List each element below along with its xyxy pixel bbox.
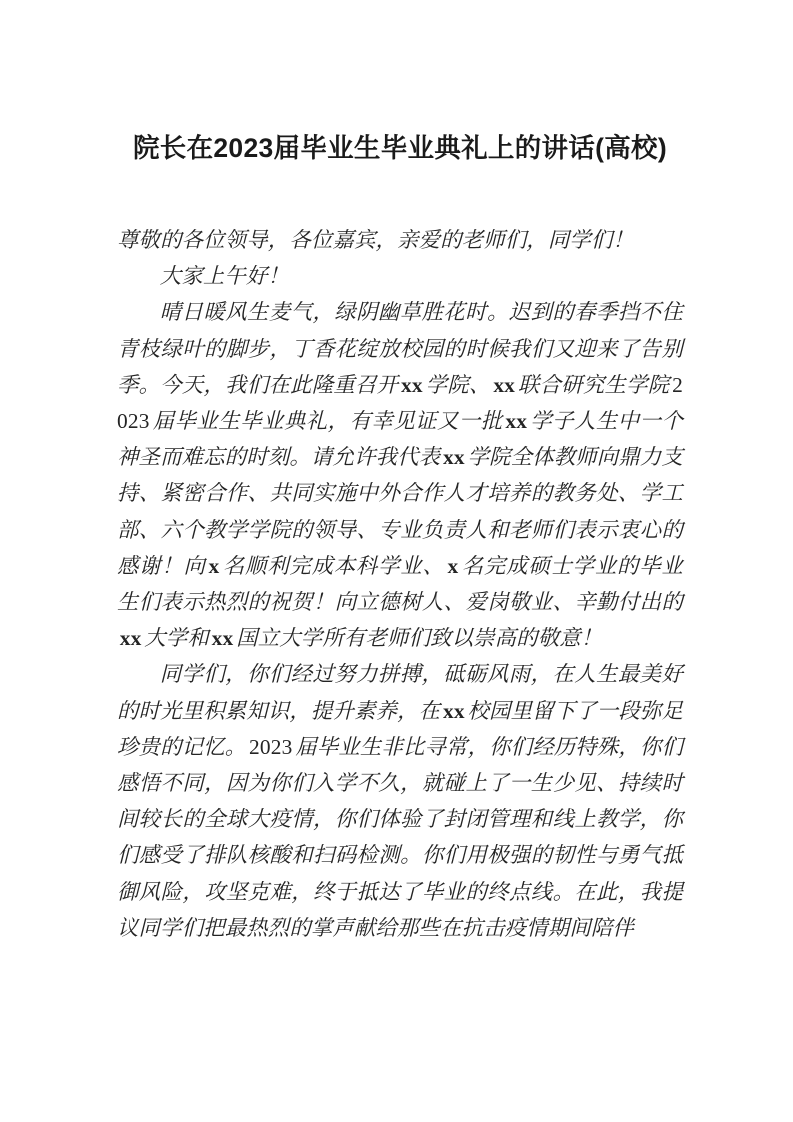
placeholder-token: xx [211,626,234,651]
numeral-token: 2023 [249,734,293,759]
placeholder-token: xx [443,698,465,723]
placeholder-token: x [447,553,459,578]
numeral-token: 2023 [117,372,683,434]
paragraph-greeting: 大家上午好！ [159,264,290,289]
paragraph-opening: 晴日暖风生麦气，绿阴幽草胜花时。迟到的春季挡不住青枝绿叶的脚步，丁香花绽放校园的时候我们又迎来了告别季。今天，我们在此隆重召开 xx 学院、 xx 联合研究生学院 2023 届毕业生毕业典礼，有幸见证又一批 xx 学子人生中一个神圣而难忘的时刻。请允许我代表 xx 学院全体教师向鼎力支持、紧密合作、共同实施中外合作人才培养的教务处、学工部、六个教学学院的领导、专业负责人和老师们表示衷心的感谢！向 x 名顺利完成本科学业、 x 名完成硕士学业的毕业生们表示热烈的祝贺！向立德树人、爱岗敬业、辛勤付出的xx 大学和 xx 国立大学所有老师们致以崇高的敬意！ [117,300,683,651]
placeholder-token: xx [119,626,142,651]
title-body-spacer [117,170,683,222]
placeholder-token: xx [443,445,465,470]
page-title: 院长在2023届毕业生毕业典礼上的讲话(高校) [132,133,667,163]
paragraph-salutation: 尊敬的各位领导，各位嘉宾，亲爱的老师们，同学们！ [117,228,634,252]
placeholder-token: xx [401,372,423,397]
document-body [117,126,683,946]
placeholder-token: xx [505,409,528,434]
paragraph-students: 同学们，你们经过努力拼搏，砥砺风雨，在人生最美好的时光里积累知识，提升素养，在 xx 校园里留下了一段弥足珍贵的记忆。 2023 届毕业生非比寻常，你们经历特殊，你们感悟不同，因为你们入学不久，就碰上了一生少见、持续时间较长的全球大疫情，你们体验了封闭管理和线上教学，你们感受了排队核酸和扫码检测。你们用极强的韧性与勇气抵御风险，攻坚克难，终于抵达了毕业的终点线。在此，我提议同学们把最热烈的掌声献给那些在抗击疫情期间陪伴 [117,662,683,940]
placeholder-token: xx [493,372,516,397]
placeholder-token: x [208,553,220,578]
